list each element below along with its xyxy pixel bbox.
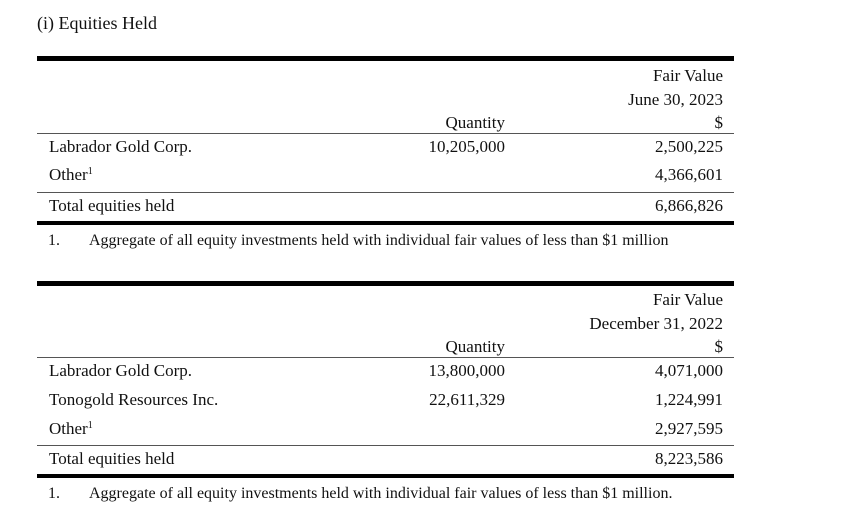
table2-total-rule [37,445,734,446]
table2-header-currency: $ [714,337,723,356]
table2-row-other-name: Other [49,419,88,438]
table2-row-name: Labrador Gold Corp. [49,361,193,380]
table2-header-rule [37,357,734,358]
table2-header-date: December 31, 2022 [589,314,723,333]
table2-row-quantity: 13,800,000 [428,361,505,380]
table1-bottom-rule [37,221,734,225]
table1-header-fair-value: Fair Value [652,66,723,85]
table1-row-other [49,165,93,185]
table2-row-quantity: 22,611,329 [429,390,505,409]
table1-footnote-number: 1. [48,232,60,249]
table1-row-value: 2,500,225 [655,137,723,156]
table1-row-name: Labrador Gold Corp. [49,137,193,156]
table2-row-value: 1,224,991 [655,390,723,409]
table1-header-date: June 30, 2023 [628,90,723,109]
table1-row-quantity: 10,205,000 [428,137,505,156]
table2-row-value: 2,927,595 [655,419,723,438]
table1-total-value: 6,866,826 [655,196,723,215]
table2-row-name: Tonogold Resources Inc. [49,390,219,409]
table2-row-value: 4,071,000 [655,361,723,380]
table1-top-rule [37,56,734,61]
table2-header-fair-value: Fair Value [652,290,723,309]
table2-top-rule [37,281,734,286]
table1-row-value: 4,366,601 [655,165,723,184]
table2-total-value: 8,223,586 [655,449,723,468]
table1-footnote-text: Aggregate of all equity investments held with individual fair values of less than $1 million [89,232,669,249]
table1-total-label: Total equities held [49,196,175,215]
table2-header-quantity: Quantity [445,337,505,356]
table1-total-rule [37,192,734,193]
table1-header-quantity: Quantity [445,113,505,132]
footnote-marker: 1 [87,166,93,177]
table1-row-other-name: Other [49,165,88,184]
table2-bottom-rule [37,474,734,478]
table2-footnote-text: Aggregate of all equity investments held with individual fair values of less than $1 million. [89,485,673,502]
table2-row-other [49,419,93,439]
table1-header-currency: $ [714,113,723,132]
table2-total-label: Total equities held [49,449,175,468]
table1-header-rule [37,133,734,134]
table2-footnote-number: 1. [48,485,60,502]
footnote-marker: 1 [87,420,93,431]
section-heading: (i) Equities Held [37,13,157,33]
